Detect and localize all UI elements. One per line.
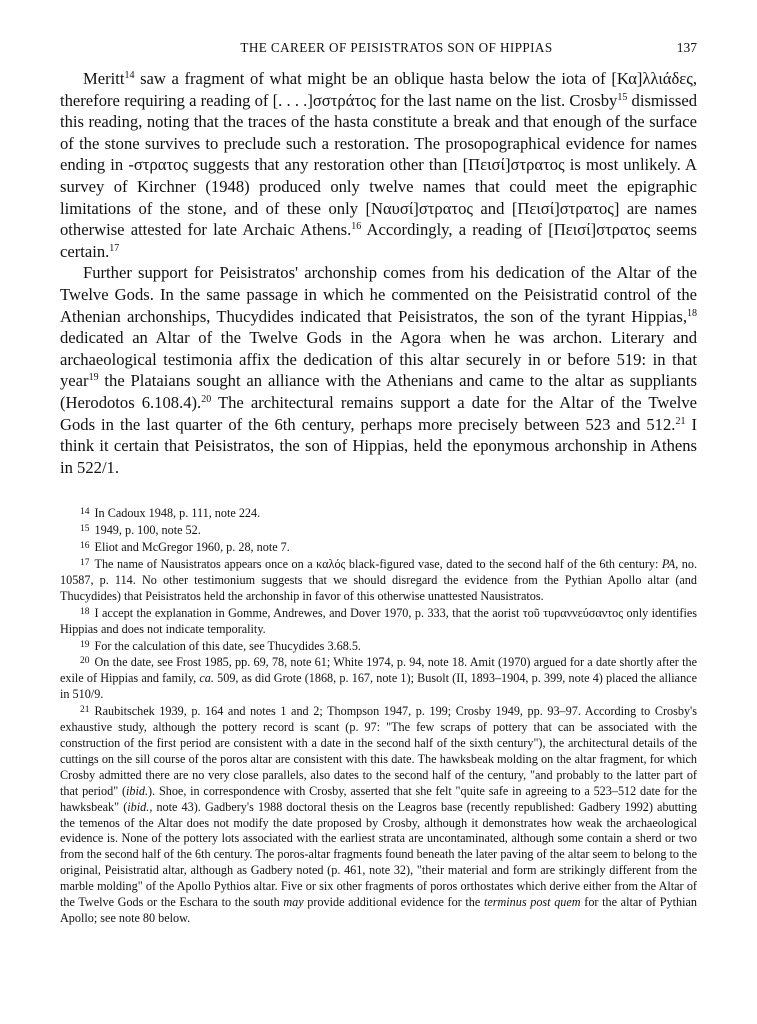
main-text <box>60 68 697 478</box>
body-paragraph <box>60 262 697 478</box>
footnote-ref: 14 <box>124 70 135 81</box>
footnote-italic: terminus post quem <box>483 895 581 910</box>
footnotes <box>60 505 697 927</box>
footnote-number: 19 <box>80 639 90 650</box>
running-header-title: THE CAREER OF PEISISTRATOS SON OF HIPPIAS <box>240 40 553 55</box>
footnote-text: 1949, p. 100, note 52. <box>94 523 201 538</box>
footnote-ref: 15 <box>617 91 628 103</box>
footnote-number: 20 <box>80 656 90 667</box>
footnote-number: 16 <box>80 541 90 552</box>
footnote-text: I accept the explanation in Gomme, Andrewes, and Dover 1970, p. 333, that the aorist τοῦ τυραννεύσαντος only identifies Hippias and does not indicate temporality. <box>60 605 697 636</box>
text-run: dismissed this reading, noting that the traces of the hasta constitute a break and that enough of the surface of the stone survives to preclude such a restoration. The prosopographical evidence for names ending in -στρατος suggests that any restoration other than [Πεισί]στρατος is most unlikely. A survey of Kirchner (1948) produced only twelve names that could meet the epigraphic limitations of the stone, and of these only [Ναυσί]στρατος and [Πεισί]στρατος] are names otherwise attested for late Archaic Athens. <box>60 90 697 240</box>
footnote-text: , note 43). Gadbery's 1988 doctoral thesis on the Leagros base (recently republished: Gadbery 1992) abutting the temenos of the Altar does not modify the date proposed by Crosby, although it demonstrates how weak the archaeological evidence is. None of the pottery lots associated with the earliest strata are uncontaminated, although some contain a sherd or two from the second half of the 6th century. The poros-altar fragments found beneath the later paving of the altar seem to belong to the original, Peisistratid altar, although as Gadbery noted (p. 461, note 32), "their material and form are strikingly different from the marble molding" of the Apollo Pythios altar. Five or six other fragments of poros orthostates which derive either from the Altar of the Twelve Gods or the Eschara to the south <box>60 799 697 910</box>
footnote <box>60 605 697 638</box>
footnote <box>60 638 697 655</box>
text-run: The architectural remains support a date for the Altar of the Twelve Gods in the last quarter of the 6th century, perhaps more precisely between 523 and 512. <box>60 392 697 434</box>
text-run: Further support for Peisistratos' archonship comes from his dedication of the Altar of the Twelve Gods. In the same passage in which he commented on the Peisistratid control of the Athenian archonships, Thucydides indicated that Peisistratos, the son of the tyrant Hippias, <box>60 263 697 326</box>
text-run: saw a fragment of what might be an oblique hasta below the iota of [Κα]λλιάδες, therefore requiring a reading of [. . . .]σστράτος for the last name on the list. Crosby <box>60 69 697 110</box>
footnote <box>60 539 697 556</box>
text-run: dedicated an Altar of the Twelve Gods in the Agora when he was archon. Literary and archaeological testimonia affix the dedication of this altar securely in or before 519: in that year <box>60 328 697 391</box>
footnote-text: Raubitschek 1939, p. 164 and notes 1 and 2; Thompson 1947, p. 199; Crosby 1949, pp. 93–97. According to Crosby's exhaustive study, although the pottery record is scant (p. 97: "The few scraps of pottery that can be associated with the construction of the first period are consistent with a date in the second half of the sixth century"), the architectural details of the cuttings on the sill course of the poros altar are consistent with this date. The hawksbeak molding on the altar fragment, for which Crosby admitted there are no very close parallels, also dates to the second half of the century, "and probably to the latter part of that period" ( <box>60 704 697 798</box>
footnote-text: ). Shoe, in correspondence with Crosby, asserted that she felt "quite safe in agreeing to a 523–512 date for the hawksbeak" ( <box>60 783 697 814</box>
text-run: Accordingly, a reading of [Πεισί]στρατος seems certain. <box>60 220 697 261</box>
footnote-number: 17 <box>80 558 90 568</box>
text-run: Meritt <box>83 69 125 88</box>
footnote-ref: 16 <box>351 221 362 233</box>
footnote-ref: 17 <box>109 242 120 254</box>
footnote-text: 509, as did Grote (1868, p. 167, note 1); Busolt (II, 1893–1904, p. 399, note 4) placed the alliance in 510/9. <box>60 671 698 702</box>
footnote-text: On the date, see Frost 1985, pp. 69, 78, note 61; White 1974, p. 94, note 18. Amit (1970) argued for a date shortly after the exile of Hippias and family, <box>60 655 697 686</box>
footnote-text: In Cadoux 1948, p. 111, note 224. <box>94 506 261 521</box>
footnote-italic: ibid. <box>126 783 149 798</box>
footnote-number: 21 <box>80 705 90 716</box>
footnote-italic: PA <box>661 557 676 571</box>
footnote <box>60 556 697 605</box>
text-run: the Plataians sought an alliance with the Athenians and came to the altar as suppliants (Herodotos 6.108.4). <box>60 371 697 412</box>
footnote-ref: 20 <box>201 393 212 405</box>
text-run: I think it certain that Peisistratos, the son of Hippias, held the eponymous archonship in Athens in 522/1. <box>60 414 697 477</box>
running-header <box>60 38 697 58</box>
footnote <box>60 505 697 522</box>
body-paragraph <box>60 68 697 262</box>
page-number: 137 <box>676 40 697 55</box>
footnote <box>60 703 697 927</box>
footnote-text: The name of Nausistratos appears once on a καλός black-figured vase, dated to the second half of the 6th century: <box>94 557 662 571</box>
footnote-italic: ca. <box>199 671 214 686</box>
footnote-number: 14 <box>80 507 90 518</box>
footnote <box>60 654 697 703</box>
footnote-text: For the calculation of this date, see Thucydides 3.68.5. <box>94 638 361 653</box>
footnote-text: Eliot and McGregor 1960, p. 28, note 7. <box>94 540 290 555</box>
footnote-text: provide additional evidence for the <box>303 895 484 910</box>
footnote-text: , no. 10587, p. 114. No other testimonium suggests that we should disregard the evidence from the Pythian Apollo altar (and Thucydides) that Peisistratos held the archonship in favor of this otherwise unattested Nausistratos. <box>60 557 698 603</box>
footnote-number: 18 <box>80 606 90 617</box>
footnote-italic: ibid. <box>127 799 150 814</box>
footnote-text: for the altar of Pythian Apollo; see note 80 below. <box>60 895 698 925</box>
footnote <box>60 522 697 539</box>
footnote-ref: 18 <box>687 307 697 319</box>
footnote-italic: may <box>283 895 304 910</box>
footnote-ref: 19 <box>88 372 99 384</box>
footnote-number: 15 <box>80 524 90 535</box>
footnote-ref: 21 <box>675 415 686 427</box>
